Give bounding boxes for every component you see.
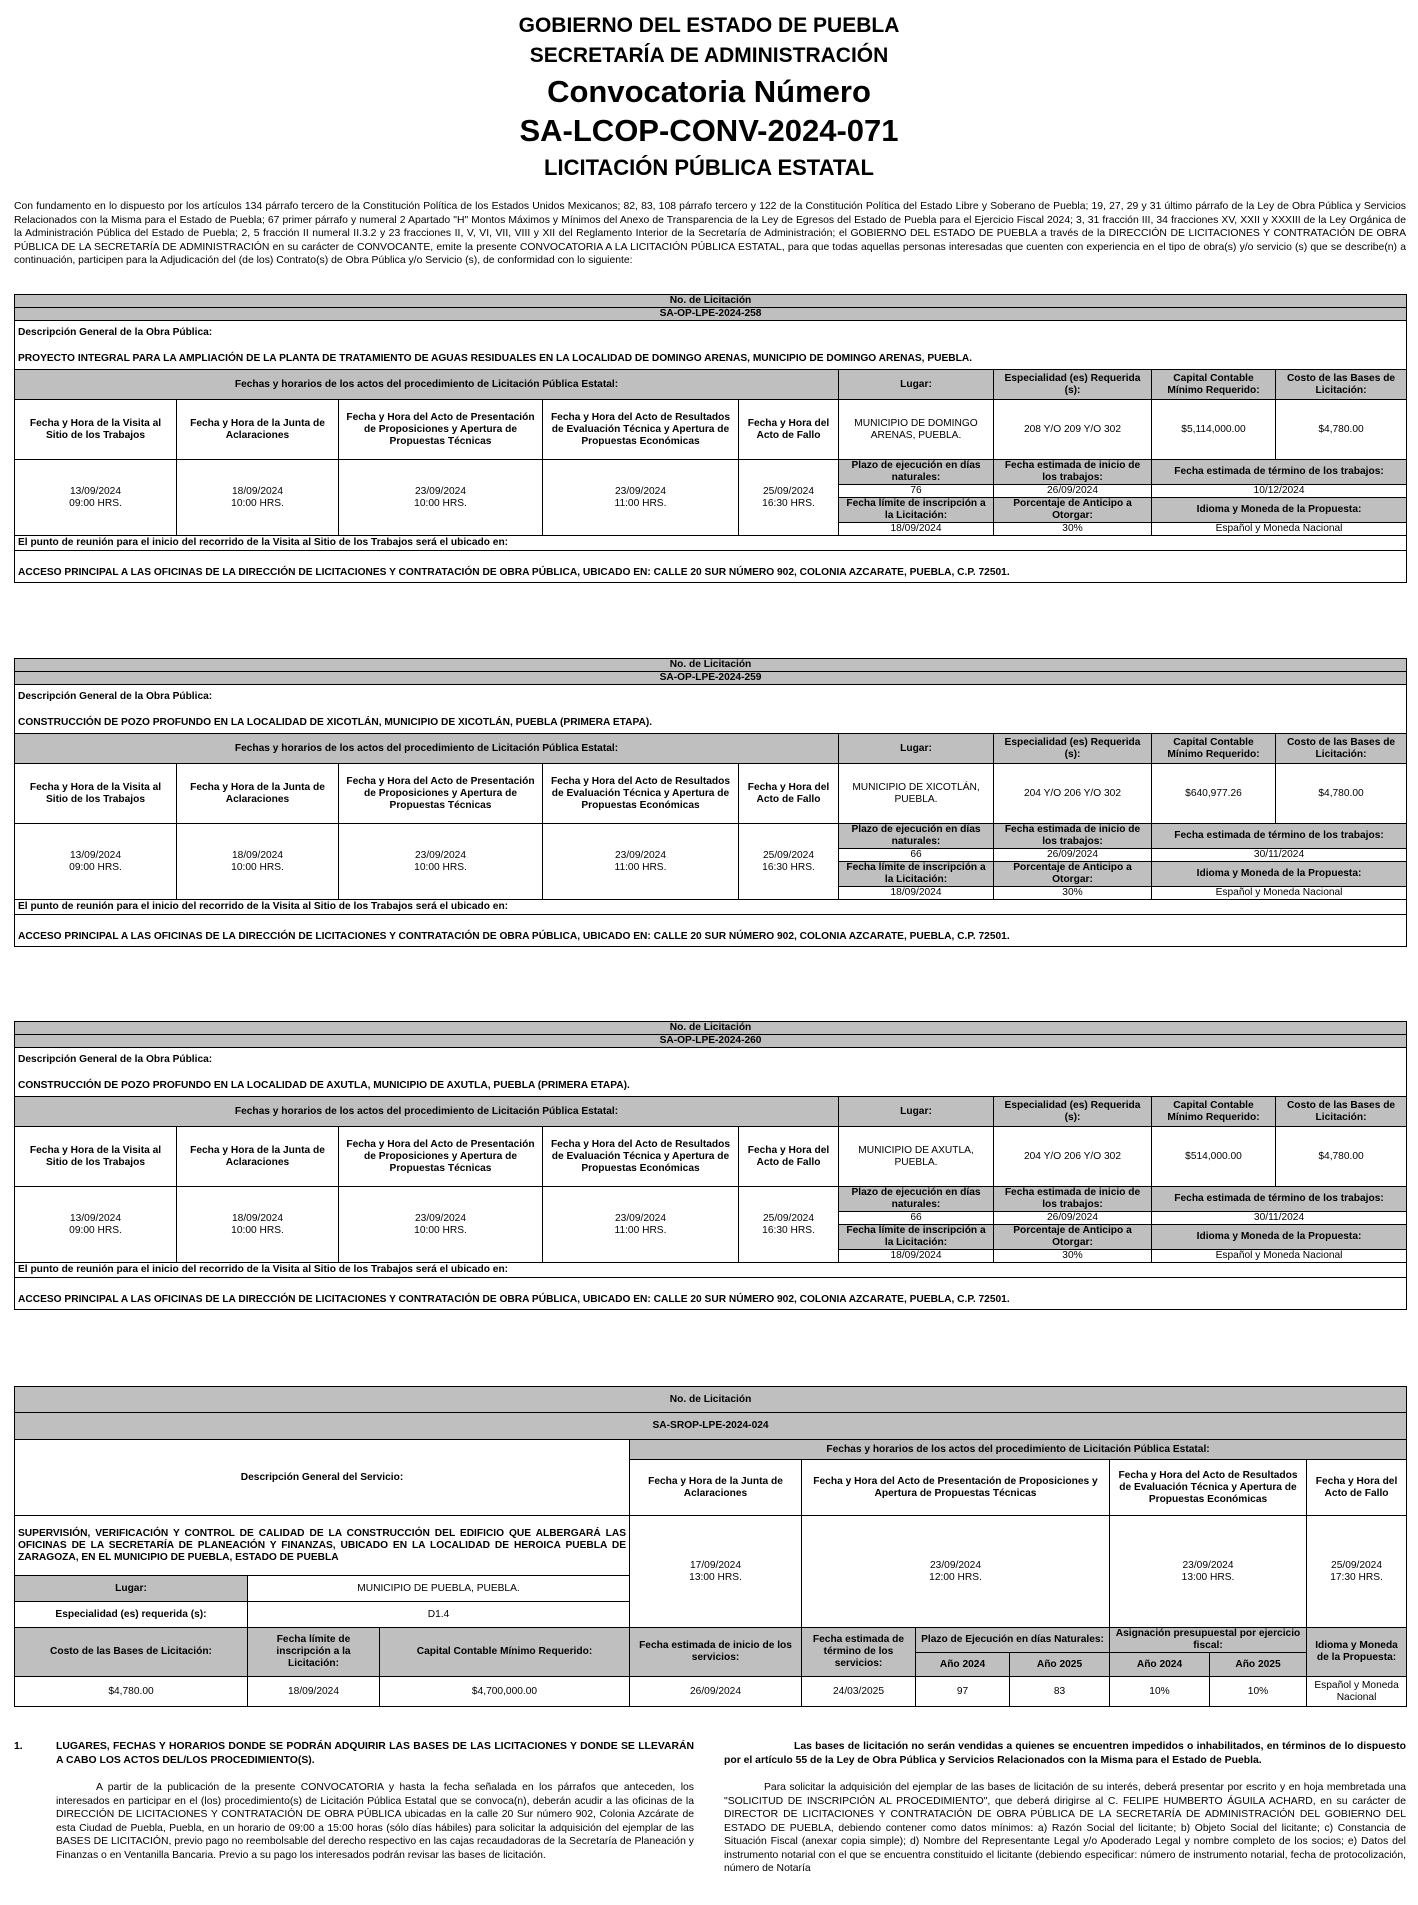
service-number: SA-SROP-LPE-2024-024 (15, 1413, 1407, 1440)
capital-label: Capital Contable Mínimo Requerido: (1152, 734, 1276, 764)
site-visit-value (15, 1187, 177, 1263)
meeting-point-label: El punto de reunión para el inicio del recorrido de la Visita al Sitio de los Trabajos será el ubicado en: (15, 900, 1407, 915)
tender-number-label: No. de Licitación (15, 1022, 1407, 1035)
service-results-label: Fecha y Hora del Acto de Resultados de Evaluación Técnica y Apertura de Propuestas Económicas (1110, 1460, 1307, 1516)
term-label: Plazo de ejecución en días naturales: (839, 460, 994, 485)
evaluation-results-label: Fecha y Hora del Acto de Resultados de Evaluación Técnica y Apertura de Propuestas Económicas (543, 764, 739, 824)
place-label: Lugar: (839, 370, 994, 400)
results-date: 23/09/2024 (615, 485, 666, 497)
proposal-presentation-label: Fecha y Hora del Acto de Presentación de Proposiciones y Apertura de Propuestas Técnicas (339, 764, 543, 824)
service-capital-label: Capital Contable Mínimo Requerido: (380, 1628, 630, 1677)
service-end-label: Fecha estimada de término de los servicios: (802, 1628, 916, 1677)
language-label: Idioma y Moneda de la Propuesta: (1152, 498, 1407, 523)
results-time: 11:00 HRS. (614, 1224, 667, 1236)
service-ruling-label: Fecha y Hora del Acto de Fallo (1307, 1460, 1407, 1516)
service-language-label: Idioma y Moneda de la Propuesta: (1307, 1628, 1407, 1677)
specialty-value: 208 Y/O 209 Y/O 302 (994, 400, 1152, 460)
start-date-value: 26/09/2024 (994, 485, 1152, 498)
intro-paragraph: Con fundamento en lo dispuesto por los artículos 134 párrafo tercero de la Constitución Política de los Estados Unidos Mexicanos; 82, 83, 108 párrafo tercero y 122 de la Constitución Política del Estado Libre y Soberano de Puebla; 19, 27, 29 y 31 último párrafo de la Ley de Obra Pública y Servicios Relacionados con la Misma para el Estado de Puebla; 67 primer párrafo y numeral 2 Apartado "H" Montos Máximos y Mínimos del Anexo de Transparencia de la Ley de Egresos del Estado de Puebla para el Ejercicio Fiscal 2024; 3, 31 fracción III, 34 fracciones XV, XXII y XXXIII de la Ley Orgánica de la Administración Pública del Estado de Puebla; 2, 5 fracción II numeral II.3.2 y 23 fracciones II, V, VI, VII, VIII y XII del Reglamento Interior de la Secretaría de Administración; el GOBIERNO DEL ESTADO DE PUEBLA a través de la DIRECCIÓN DE LICITACIONES Y CONTRATACIÓN DE OBRA PÚBLICA DE LA SECRETARÍA DE ADMINISTRACIÓN en su carácter de CONVOCANTE, emite la presente CONVOCATORIA A LA LICITACIÓN PÚBLICA ESTATAL, para que todas aquellas personas interesadas que cuenten con experiencia en el tipo de obra(s) y/o servicio (s) que se describe(n) a continuación, participen para la Adjudicación del (de los) Contrato(s) de Obra Pública y/o Servicio (s), de conformidad con lo siguiente: (14, 201, 1406, 266)
language-value: Español y Moneda Nacional (1152, 1250, 1407, 1263)
service-capital-value: $4,700,000.00 (380, 1677, 630, 1707)
start-date-label: Fecha estimada de inicio de los trabajos: (994, 1187, 1152, 1212)
advance-label: Porcentaje de Anticipo a Otorgar: (994, 498, 1152, 523)
registration-paragraph: Para solicitar la adquisición del ejemplar de las bases de licitación de su interés, deberá presentar por escrito y en hoja membretada una "SOLICITUD DE INSCRIPCIÓN AL PROCEDIMIENTO", que deberá dirigirse al C. FELIPE HUMBERTO ÁGUILA ACHARD, en su carácter de DIRECTOR DE LICITACIONES Y CONTRATACIÓN DE OBRA PÚBLICA DE LA SECRETARÍA DE ADMINISTRACIÓN DEL GOBIERNO DEL ESTADO DE PUEBLA, debiendo contener como datos mínimos: a) Razón Social del licitante; b) Objeto Social del licitante; c) Constancia de Situación Fiscal (anexar copia simple); d) Nombre del Representante Legal y/o Apoderado Legal y nombre completo de los socios; e) Datos del instrumento notarial con el que se encuentra constituido el licitante (debiendo especificar: número de instrumento notarial, fecha de protocolización, número de Notaría (724, 1782, 1406, 1874)
cost-value: $4,780.00 (1276, 400, 1407, 460)
tender-number: SA-OP-LPE-2024-258 (15, 308, 1407, 321)
description-block (15, 321, 1407, 370)
ruling-label: Fecha y Hora del Acto de Fallo (739, 1127, 839, 1187)
end-date-value: 10/12/2024 (1152, 485, 1407, 498)
service-number-label: No. de Licitación (15, 1387, 1407, 1413)
clarification-meeting-label: Fecha y Hora de la Junta de Aclaraciones (177, 764, 339, 824)
site-visit-label: Fecha y Hora de la Visita al Sitio de los Trabajos (15, 400, 177, 460)
place-label: Lugar: (839, 734, 994, 764)
specialty-label: Especialidad (es) Requerida (s): (994, 734, 1152, 764)
end-date-label: Fecha estimada de término de los trabajos: (1152, 1187, 1407, 1212)
site-visit-value (15, 460, 177, 536)
clarification-meeting-label: Fecha y Hora de la Junta de Aclaraciones (177, 400, 339, 460)
service-cost-label: Costo de las Bases de Licitación: (15, 1628, 248, 1677)
advance-label: Porcentaje de Anticipo a Otorgar: (994, 1225, 1152, 1250)
service-place-value: MUNICIPIO DE PUEBLA, PUEBLA. (248, 1576, 630, 1602)
service-clarification-time: 13:00 HRS. (689, 1571, 742, 1583)
registration-deadline-value: 18/09/2024 (839, 887, 994, 900)
service-deadline-value: 18/09/2024 (248, 1677, 380, 1707)
tender-box (14, 658, 1406, 947)
service-presentation-date: 23/09/2024 (930, 1559, 981, 1571)
proposal-presentation-label: Fecha y Hora del Acto de Presentación de Proposiciones y Apertura de Propuestas Técnicas (339, 1127, 543, 1187)
budget-2025-value: 10% (1210, 1677, 1307, 1707)
schedule-title: Fechas y horarios de los actos del procedimiento de Licitación Pública Estatal: (15, 734, 839, 764)
section-number: 1. (14, 1741, 23, 1752)
meeting-point-address: ACCESO PRINCIPAL A LAS OFICINAS DE LA DIRECCIÓN DE LICITACIONES Y CONTRATACIÓN DE OBRA PÚBLICA, UBICADO EN: CALLE 20 SUR NÚMERO 902, COLONIA AZCARATE, PUEBLA, C.P. 72501. (15, 1278, 1407, 1310)
term-year-2024-label: Año 2024 (916, 1653, 1010, 1677)
advance-value: 30% (994, 523, 1152, 536)
term-value: 66 (839, 1212, 994, 1225)
tender-number: SA-OP-LPE-2024-259 (15, 672, 1407, 685)
service-clarification-value (630, 1516, 802, 1628)
service-results-date: 23/09/2024 (1182, 1559, 1234, 1571)
capital-label: Capital Contable Mínimo Requerido: (1152, 1097, 1276, 1127)
term-label: Plazo de ejecución en días naturales: (839, 1187, 994, 1212)
site-visit-label: Fecha y Hora de la Visita al Sitio de los Trabajos (15, 764, 177, 824)
tender-number-label: No. de Licitación (15, 659, 1407, 672)
clarification-meeting-label: Fecha y Hora de la Junta de Aclaraciones (177, 1127, 339, 1187)
registration-deadline-label: Fecha límite de inscripción a la Licitación: (839, 862, 994, 887)
results-date: 23/09/2024 (615, 849, 666, 861)
description-block (15, 1048, 1407, 1097)
meeting-point-address: ACCESO PRINCIPAL A LAS OFICINAS DE LA DIRECCIÓN DE LICITACIONES Y CONTRATACIÓN DE OBRA PÚBLICA, UBICADO EN: CALLE 20 SUR NÚMERO 902, COLONIA AZCARATE, PUEBLA, C.P. 72501. (15, 551, 1407, 583)
service-term-label: Plazo de Ejecución en días Naturales: (916, 1628, 1110, 1653)
start-date-value: 26/09/2024 (994, 849, 1152, 862)
results-date: 23/09/2024 (615, 1212, 666, 1224)
service-clarification-label: Fecha y Hora de la Junta de Aclaraciones (630, 1460, 802, 1516)
ruling-time: 16:30 HRS. (762, 1224, 815, 1236)
end-date-label: Fecha estimada de término de los trabajos: (1152, 824, 1407, 849)
clarification-date: 18/09/2024 (232, 485, 283, 497)
registration-deadline-label: Fecha límite de inscripción a la Licitación: (839, 1225, 994, 1250)
start-date-value: 26/09/2024 (994, 1212, 1152, 1225)
service-start-label: Fecha estimada de inicio de los servicios: (630, 1628, 802, 1677)
footer-right-column (724, 1740, 1406, 1876)
advance-value: 30% (994, 887, 1152, 900)
language-label: Idioma y Moneda de la Propuesta: (1152, 1225, 1407, 1250)
results-time: 11:00 HRS. (614, 497, 667, 509)
site-visit-label: Fecha y Hora de la Visita al Sitio de los Trabajos (15, 1127, 177, 1187)
term-label: Plazo de ejecución en días naturales: (839, 824, 994, 849)
description-text: CONSTRUCCIÓN DE POZO PROFUNDO EN LA LOCALIDAD DE AXUTLA, MUNICIPIO DE AXUTLA, PUEBLA (PRIMERA ETAPA). (18, 1080, 630, 1091)
section-paragraph: A partir de la publicación de la presente CONVOCATORIA y hasta la fecha señalada en los párrafos que anteceden, los interesados en participar en el (los) procedimiento(s) de Licitación Pública Estatal que se convoca(n), deberán acudir a las oficinas de la DIRECCIÓN DE LICITACIONES Y CONTRATACIÓN DE OBRA PÚBLICA ubicadas en la calle 20 Sur número 902, Colonia Azcárate de esta Ciudad de Puebla, Puebla, en un horario de 09:00 a 15:00 horas (sólo días hábiles) para solicitar la adquisición del ejemplar de las BASES DE LICITACIÓN, previo pago no reembolsable del derecho respectivo en las cajas recaudadoras de la Secretaría de Planeación y Finanzas o en Ventanilla Bancaria. Previo a su pago los interesados podrán revisar las bases de licitación. (56, 1782, 694, 1861)
proposal-presentation-value (339, 1187, 543, 1263)
service-cost-value: $4,780.00 (15, 1677, 248, 1707)
ruling-value (739, 824, 839, 900)
tender-type-title: LICITACIÓN PÚBLICA ESTATAL (544, 155, 874, 180)
service-ruling-date: 25/09/2024 (1331, 1559, 1383, 1571)
registration-deadline-value: 18/09/2024 (839, 1250, 994, 1263)
term-2025-value: 83 (1010, 1677, 1110, 1707)
site-visit-date: 13/09/2024 (70, 849, 121, 861)
cost-label: Costo de las Bases de Licitación: (1276, 370, 1407, 400)
tender-table (14, 294, 1407, 583)
clarification-time: 10:00 HRS. (231, 497, 284, 509)
place-value: MUNICIPIO DE AXUTLA, PUEBLA. (839, 1127, 994, 1187)
advance-label: Porcentaje de Anticipo a Otorgar: (994, 862, 1152, 887)
place-label: Lugar: (839, 1097, 994, 1127)
cost-label: Costo de las Bases de Licitación: (1276, 734, 1407, 764)
description-block (15, 685, 1407, 734)
service-ruling-time: 17:30 HRS. (1330, 1571, 1383, 1583)
tender-box (14, 294, 1406, 583)
ruling-time: 16:30 HRS. (762, 497, 815, 509)
call-number-label: Convocatoria Número (547, 74, 871, 109)
service-results-value (1110, 1516, 1307, 1628)
language-label: Idioma y Moneda de la Propuesta: (1152, 862, 1407, 887)
service-ruling-value (1307, 1516, 1407, 1628)
tender-table (14, 1021, 1407, 1310)
term-year-2025-label: Año 2025 (1010, 1653, 1110, 1677)
clarification-meeting-value (177, 1187, 339, 1263)
ruling-label: Fecha y Hora del Acto de Fallo (739, 400, 839, 460)
meeting-point-label: El punto de reunión para el inicio del recorrido de la Visita al Sitio de los Trabajos será el ubicado en: (15, 536, 1407, 551)
specialty-label: Especialidad (es) Requerida (s): (994, 1097, 1152, 1127)
term-value: 66 (839, 849, 994, 862)
clarification-time: 10:00 HRS. (231, 861, 284, 873)
service-end-value: 24/03/2025 (802, 1677, 916, 1707)
ruling-value (739, 1187, 839, 1263)
evaluation-results-value (543, 460, 739, 536)
end-date-value: 30/11/2024 (1152, 849, 1407, 862)
proposal-presentation-value (339, 824, 543, 900)
clarification-meeting-value (177, 460, 339, 536)
service-presentation-label: Fecha y Hora del Acto de Presentación de Proposiciones y Apertura de Propuestas Técnicas (802, 1460, 1110, 1516)
site-visit-time: 09:00 HRS. (69, 861, 122, 873)
tender-box (14, 1021, 1406, 1310)
site-visit-date: 13/09/2024 (70, 1212, 121, 1224)
start-date-label: Fecha estimada de inicio de los trabajos: (994, 460, 1152, 485)
place-value: MUNICIPIO DE XICOTLÁN, PUEBLA. (839, 764, 994, 824)
term-value: 76 (839, 485, 994, 498)
capital-value: $5,114,000.00 (1152, 400, 1276, 460)
service-results-time: 13:00 HRS. (1181, 1571, 1235, 1583)
service-language-value: Español y Moneda Nacional (1307, 1677, 1407, 1707)
service-place-label: Lugar: (15, 1576, 248, 1602)
service-clarification-date: 17/09/2024 (690, 1559, 741, 1571)
evaluation-results-value (543, 1187, 739, 1263)
presentation-date: 23/09/2024 (415, 849, 466, 861)
site-visit-time: 09:00 HRS. (69, 1224, 122, 1236)
presentation-date: 23/09/2024 (415, 1212, 466, 1224)
ruling-value (739, 460, 839, 536)
budget-year-2024-label: Año 2024 (1110, 1653, 1210, 1677)
capital-value: $514,000.00 (1152, 1127, 1276, 1187)
start-date-label: Fecha estimada de inicio de los trabajos: (994, 824, 1152, 849)
restriction-notice: Las bases de licitación no serán vendidas a quienes se encuentren impedidos o inhabilitados, en términos de lo dispuesto por el artículo 55 de la Ley de Obra Pública y Servicios Relacionados con la Misma para el Estado de Puebla. (724, 1741, 1406, 1766)
registration-deadline-value: 18/09/2024 (839, 523, 994, 536)
ruling-label: Fecha y Hora del Acto de Fallo (739, 764, 839, 824)
service-start-value: 26/09/2024 (630, 1677, 802, 1707)
registration-deadline-label: Fecha límite de inscripción a la Licitación: (839, 498, 994, 523)
description-label: Descripción General de la Obra Pública: (18, 327, 213, 338)
end-date-label: Fecha estimada de término de los trabajos: (1152, 460, 1407, 485)
ruling-time: 16:30 HRS. (762, 861, 815, 873)
specialty-value: 204 Y/O 206 Y/O 302 (994, 1127, 1152, 1187)
evaluation-results-label: Fecha y Hora del Acto de Resultados de Evaluación Técnica y Apertura de Propuestas Económicas (543, 400, 739, 460)
schedule-title: Fechas y horarios de los actos del procedimiento de Licitación Pública Estatal: (15, 1097, 839, 1127)
service-presentation-time: 12:00 HRS. (929, 1571, 982, 1583)
meeting-point-address: ACCESO PRINCIPAL A LAS OFICINAS DE LA DIRECCIÓN DE LICITACIONES Y CONTRATACIÓN DE OBRA PÚBLICA, UBICADO EN: CALLE 20 SUR NÚMERO 902, COLONIA AZCARATE, PUEBLA, C.P. 72501. (15, 915, 1407, 947)
secretariat-title: SECRETARÍA DE ADMINISTRACIÓN (529, 44, 889, 67)
footer-left-column (14, 1740, 694, 1862)
tender-number-label: No. de Licitación (15, 295, 1407, 308)
presentation-time: 10:00 HRS. (414, 1224, 467, 1236)
advance-value: 30% (994, 1250, 1152, 1263)
presentation-time: 10:00 HRS. (414, 497, 467, 509)
specialty-label: Especialidad (es) Requerida (s): (994, 370, 1152, 400)
clarification-date: 18/09/2024 (232, 1212, 283, 1224)
cost-value: $4,780.00 (1276, 764, 1407, 824)
evaluation-results-label: Fecha y Hora del Acto de Resultados de Evaluación Técnica y Apertura de Propuestas Económicas (543, 1127, 739, 1187)
cost-label: Costo de las Bases de Licitación: (1276, 1097, 1407, 1127)
call-number: SA-LCOP-CONV-2024-071 (519, 113, 899, 148)
budget-2024-value: 10% (1110, 1677, 1210, 1707)
service-deadline-label: Fecha límite de inscripción a la Licitación: (248, 1628, 380, 1677)
tender-number: SA-OP-LPE-2024-260 (15, 1035, 1407, 1048)
service-presentation-value (802, 1516, 1110, 1628)
site-visit-date: 13/09/2024 (70, 485, 121, 497)
budget-year-2025-label: Año 2025 (1210, 1653, 1307, 1677)
place-value: MUNICIPIO DE DOMINGO ARENAS, PUEBLA. (839, 400, 994, 460)
presentation-date: 23/09/2024 (415, 485, 466, 497)
results-time: 11:00 HRS. (614, 861, 667, 873)
evaluation-results-value (543, 824, 739, 900)
end-date-value: 30/11/2024 (1152, 1212, 1407, 1225)
service-schedule-title: Fechas y horarios de los actos del procedimiento de Licitación Pública Estatal: (630, 1440, 1407, 1460)
term-2024-value: 97 (916, 1677, 1010, 1707)
language-value: Español y Moneda Nacional (1152, 523, 1407, 536)
service-tender-table (14, 1386, 1407, 1707)
specialty-value: 204 Y/O 206 Y/O 302 (994, 764, 1152, 824)
description-label: Descripción General de la Obra Pública: (18, 1054, 213, 1065)
tender-table (14, 658, 1407, 947)
service-tender-box (14, 1386, 1406, 1707)
description-text: PROYECTO INTEGRAL PARA LA AMPLIACIÓN DE LA PLANTA DE TRATAMIENTO DE AGUAS RESIDUALES EN LA LOCALIDAD DE DOMINGO ARENAS, MUNICIPIO DE DOMINGO ARENAS, PUEBLA. (18, 353, 973, 364)
service-specialty-label: Especialidad (es) requerida (s): (15, 1602, 248, 1628)
proposal-presentation-label: Fecha y Hora del Acto de Presentación de Proposiciones y Apertura de Propuestas Técnicas (339, 400, 543, 460)
capital-value: $640,977.26 (1152, 764, 1276, 824)
service-description: SUPERVISIÓN, VERIFICACIÓN Y CONTROL DE CALIDAD DE LA CONSTRUCCIÓN DEL EDIFICIO QUE ALBERGARÁ LAS OFICINAS DE LA SECRETARÍA DE PLANEACIÓN Y FINANZAS, UBICADO EN LA LOCALIDAD DE HEROICA PUEBLA DE ZARAGOZA, EN EL MUNICIPIO DE PUEBLA, ESTADO DE PUEBLA (15, 1516, 630, 1576)
site-visit-value (15, 824, 177, 900)
section-heading: LUGARES, FECHAS Y HORARIOS DONDE SE PODRÁN ADQUIRIR LAS BASES DE LAS LICITACIONES Y DONDE SE LLEVARÁN A CABO LOS ACTOS DEL/LOS PROCEDIMIENTO(S). (56, 1741, 694, 1766)
site-visit-time: 09:00 HRS. (69, 497, 122, 509)
service-desc-label: Descripción General del Servicio: (15, 1440, 630, 1516)
capital-label: Capital Contable Mínimo Requerido: (1152, 370, 1276, 400)
proposal-presentation-value (339, 460, 543, 536)
schedule-title: Fechas y horarios de los actos del procedimiento de Licitación Pública Estatal: (15, 370, 839, 400)
presentation-time: 10:00 HRS. (414, 861, 467, 873)
language-value: Español y Moneda Nacional (1152, 887, 1407, 900)
cost-value: $4,780.00 (1276, 1127, 1407, 1187)
ruling-date: 25/09/2024 (763, 849, 814, 861)
description-label: Descripción General de la Obra Pública: (18, 691, 213, 702)
description-text: CONSTRUCCIÓN DE POZO PROFUNDO EN LA LOCALIDAD DE XICOTLÁN, MUNICIPIO DE XICOTLÁN, PUEBLA (PRIMERA ETAPA). (18, 717, 653, 728)
clarification-meeting-value (177, 824, 339, 900)
clarification-time: 10:00 HRS. (231, 1224, 284, 1236)
government-title: GOBIERNO DEL ESTADO DE PUEBLA (518, 14, 900, 37)
service-specialty-value: D1.4 (248, 1602, 630, 1628)
meeting-point-label: El punto de reunión para el inicio del recorrido de la Visita al Sitio de los Trabajos será el ubicado en: (15, 1263, 1407, 1278)
clarification-date: 18/09/2024 (232, 849, 283, 861)
ruling-date: 25/09/2024 (763, 485, 814, 497)
ruling-date: 25/09/2024 (763, 1212, 814, 1224)
service-budget-label: Asignación presupuestal por ejercicio fiscal: (1110, 1628, 1307, 1653)
